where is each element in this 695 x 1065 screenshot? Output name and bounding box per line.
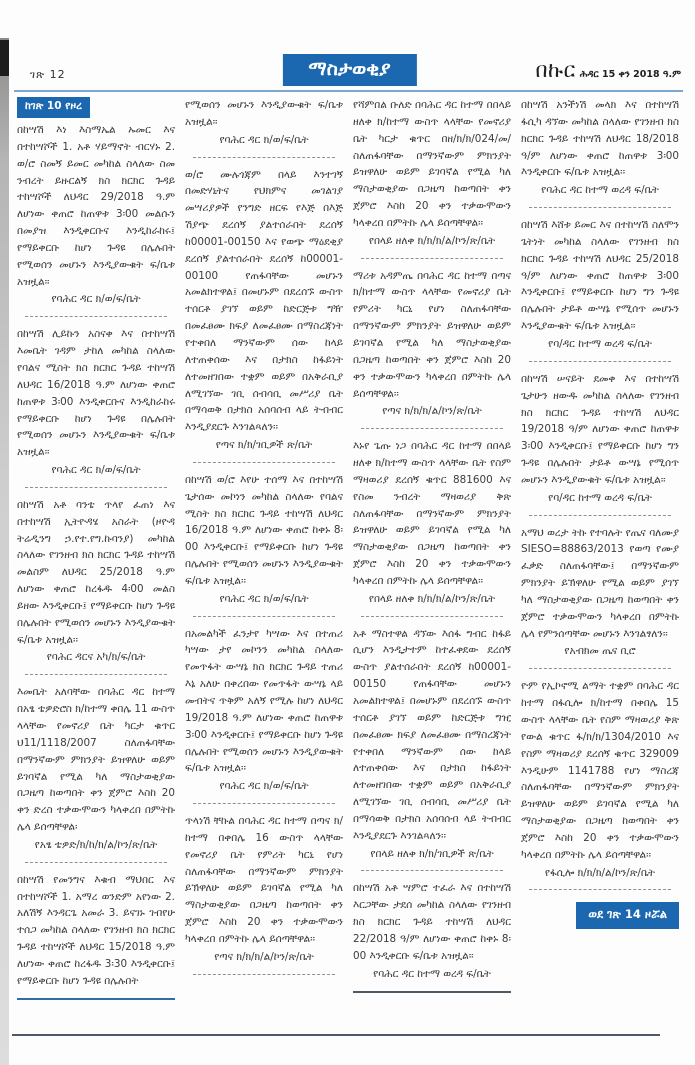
notice-signature: የባ/ዳር ከተማ ወረዳ ፍ/ቤት [548,337,652,350]
notice [17,497,175,666]
notice [521,97,679,199]
notice-body: በከሣሽ ሊይኩን አስናቀ እና በተከሣሽ እመቤት ገዳም ታከለ መካከል ስላለው የባልና ሚስት ክስ ክርክር ጉዳይ ተከሣሽ ለህዳር 16/2018 ዓ.ም ለሆነው ቀጠሮ ከጠዋቱ 3፡00 እንዲቀርቡና እንዲከራከሩ የማይቀርቡ ከሆነ ጉዳዩ በሌሉበት የሚወሰን መሆኑን እንዲያውቁት ፍ/ቤቱ አዝዟል፡፡ [17,328,175,459]
scan-edge [0,38,9,1065]
column-end-rule [353,991,511,993]
notice-signature: የባሕር ዳር ክ/ወ/ፍ/ቤት [219,780,309,793]
scan-corner-mark [0,40,9,76]
notice-divider [193,462,335,463]
notice [521,525,679,661]
notice-divider [193,616,335,617]
notice-divider [361,428,503,429]
notice-body: እመቤት አለባቸው በባሕር ዳር ከተማ በአፄ ቴዎድሮስ ክ/ከተማ ቀበሌ 11 ውስጥ ላላቸው የመኖሪያ ቤት ካርታ ቁጥር ህ11/1118/2007 ስለጠፋባቸው በማንኛውም ምክንያት ይዝዋለሁ ወይም ይገባኛል የሚል ካለ ማስታወቂያው በጋዜጣ ከወጣበት ቀን ጀምሮ እስከ 20 ቀን ድረስ ተቃውሞውን ካላቀረበ በምትኩ ሌላ ይሰጣቸዋል፡ [17,686,175,834]
notice [185,626,343,795]
notice-body: ወ/ሮ ሙሉጎጃም በላይ እንተገኝ በመድሃኒትና የህክምና መገልገያ መሣሪያዎች የንግድ ዘርፍ የእጅ በእጅ ሽያጭ ደረሰኝ ያልተሰራበት ደረሰኝ ከ00001-00150 እና የወጭ ማዕደቂያ ደረሰኝ ያልተሰራበት ደረሰኝ ከ00001-00100 የጠፋባቸው መሆኑን አመልክተዋል፤ በመሆኑም በደረሰኙ ውስጥ ተሰርቶ ያገኘ ወይም ከድርጅቱ ግዥ በመፈፀሙ ክፍያ ለመፈፀሙ በማስረጃነት የተቀበለ ማንኛውም ሰው ከላይ ለተጠቀሰው እና በታክስ ከፋይነት ለተመዘገበው ተቋም ወይም በአቅራቢያ ለሚገኘው ገቢ ሰብሳቢ መሥሪያ ቤት በማሳወቅ በታክስ አሰባሰብ ላይ ትብብር እንዲያደርጉ እንገልጻለን፡፡ [185,168,343,434]
column-4 [521,97,679,929]
notice-body: ማሪቱ አዳምጤ በባሕር ዳር ከተማ በጣና ክ/ከተማ ውስጥ ላላቸው የመኖሪያ ቤት የምሪት ካርኒ የሆነ ስለጠፋባቸው በማንኛውም ምክንያት ይዝዋለሁ ወይም ይገባኛል የሚል ካለ ማስታወቂያው በጋዜጣ ከወጣበት ቀን ጀምሮ እስከ 20 ቀን ተቃውሞውን ካላቀረበ በምትኩ ሌላ ይሰጣቸዋል፡፡ [353,269,511,400]
notice-divider [25,316,167,317]
notice [353,268,511,421]
notice-body: አማህ ወረታ ትኩ የተባሉት የጤና ባለሙያ SIESO=88863/2013 የወጣ የሙያ ፈቃድ ስለጠፋባቸው፤ በማንኛውም ምክንያት ይኽዋለሁ የሚል ወይም ያገኘ ካለ ማስታወቂያው በጋዜጣ ከወጣበት ቀን ጀምሮ ተቃውሞውን ካላቀረበ በምትኩ ሌላ የምንሰጣቸው መሆኑን እንገልፃለን፡፡ [521,526,679,640]
notice [521,371,679,507]
column-3 [353,97,511,993]
notice-body: በከሣሽ አቶ ባንቴ ጥላየ ፈጠነ እና በተከሣሽ ኢትዮዳሄ አስራት (ዞዮዳ ትሬዲንግ ኃ.የተ.የግ.ኩባንያ) መካከል ስላለው የገንዘብ ክስ ክርክር ጉዳይ ተከሣሽ መልስም ለህዳር 25/2018 ዓ.ም ለሆነው ቀጠሮ ከረፋዱ 4፡00 መልስ ይዘው እንዲቀርቡ፤ የማይቀርቡ ከሆነ ጉዳዩ በሌሉበት የሚወሰን መሆኑን እንዲያውቁት ፍ/ቤቱ አዝዟል፡፡ [17,498,175,646]
notice [185,97,343,149]
notice-divider [529,889,671,890]
notice [353,438,511,607]
notice-divider [25,674,167,675]
notice-signature: የባሕር ዳር ክ/ወ/ፍ/ቤት [51,293,141,306]
notice [353,880,511,982]
continued-to-badge: ወደ ገጽ 14 ዞሯል [576,902,679,929]
notice-signature: የባሕር ዳር ከተማ ወረዳ ፍ/ቤት [541,184,659,197]
notice-signature: የፋሲሎ ክ/ክ/ክ/ል/ኮን/ጽ/ቤት [544,866,656,879]
notice [185,472,343,608]
column-1 [17,97,175,1000]
notice-body: የሻምበል ቡለድ በባሕር ዳር ከተማ በበላይ ዘለቀ ክ/ከተማ ውስጥ ላላቸው የመኖሪያ ቤት ካርታ ቁጥር በዘ/ክ/ክ/024/መ/ስለጠፋባቸው በማንኛውም ምክንያት ይዝዋለሁ ወይም ይገባኛል የሚል ካለ ማስታወቂያው በጋዜጣ ከወጣበት ቀን ጀምሮ እስከ 20 ቀን ተቃውሞውን ካላቀረበ በምትኩ ሌላ ይሰጣቸዋል፡፡ [353,99,511,229]
notice-signature: የባሕር ዳር ክ/ወ/ፍ/ቤት [51,464,141,477]
section-title: ማስታወቂያ [282,54,416,86]
notice-divider [193,974,335,975]
notice [17,684,175,853]
notice-body: በከሣሽ አንችነሽ መላክ እና በተከሣሽ ፋሲካ ዳኘው መካከል ስላለው የገንዘብ ክስ ክርክር ጉዳይ ተከሣሽ ለህዳር 18/2018 ዓ/ም ለሆነው ቀጠሮ ከጠዋቱ 3፡00 እንዲቀርቡ ፍ/ቤቱ አዝዟል፡፡ [521,99,679,179]
notice-body: በከሣሽ ሠናይት ደመቀ እና በተከሣሽ ጌታሁን ዘውዱ መካከል ስላለው የገንዘብ ክስ ክርክር ጉዳይ ተከሣሽ ለህዳር 19/2018 ዓ/ም ለሆነው ቀጠሮ ከጠዋቱ 3፡00 እንዲቀርቡ፤ የማይቀርቡ ከሆነ ግን ጉዳዩ በሌሉበት ታይቶ ውሣኔ የሚሰጥ መሆኑን እንዲያውቁት ፍ/ቤቱ አዝዟል፡፡ [521,372,679,486]
notice-divider [25,862,167,863]
notice-body: አቶ ማስተዋል ዳኘው እሰፋ ግብር ከፋይ ሲሆን እንዲታተም ከተፈቀደው ደረሰኝ ውስጥ ያልተሰራበት ደረሰኝ ከ00001-00150 የጠፋባቸው መሆኑን አመልክተዋል፤ በመሆኑም በደረሰኙ ውስጥ ተሰርቶ ያገኘ ወይም ከድርጅቱ ግዢ በመፈፀሙ ክፍያ ለመፈፀሙ በማስረጃነት የተቀበለ ማንኛውም ሰው ከላይ ለተጠቀሰው እና በታክስ ከፋይነት ለተመዘገበው ተቋም ወይም በአቅራቢያ ለሚገኘው ገቢ ሰብሳቢ መሥሪያ ቤት በማሳወቅ በታክስ አሰባሰብ ላይ ትብብር እንዲያደርጉ እንገልጻለን፡፡ [353,627,511,842]
notice-body: በከሣሽ እነ እስማኤል ኡመር እና በተከሣሾች 1. አቶ ሃይማኖት ብርሃኑ 2. ወ/ሮ ስመኝ ይመር መካከል ስላለው ስመ ንብረት ይዙርልኝ ክስ ክርክር ጉዳይ ተከሣሾች ለህዳር 29/2018 ዓ.ም ለሆነው ቀጠሮ ከጠዋቱ 3፡00 መልሱን በመያዝ እንዲቀርቡና እንዲከራከሩ፤ የማይቀርቡ ከሆነ ጉዳዩ በሌሉበት የሚወሰን መሆኑን እንዲያውቁት ፍ/ቤቱ አዝዟል፡፡ [17,124,175,288]
issue-date: ሕዳር 15 ቀን 2018 ዓ.ም [579,69,681,80]
notice-signature: የአፄ ቴዎድ/ክ/ከ/ክ/ል/ኮን/ጽ/ቤት [34,838,158,851]
column-end-rule [17,998,175,1000]
notice-body: በከሣሽ የመንግና እቁብ ማህበር እና በተከሣሾች 1. አማረ ወንድም አየነው 2. አለሽኝ እንዳርጌ አመራ 3. ይናገኑ ገብየሁ ተሰጋ መካከል ስላለው የገንዘብ ክስ ክርክር ጉዳይ ተከሣሾች ለህዳር 15/2018 ዓ.ም ለሆነው ቀጠሮ ከረፋዱ 3፡30 እንዲቀርቡ፤ የማይቀርቡ ከሆነ ጉዳዩ በሌሉበት [17,873,175,987]
masthead [536,58,681,83]
notice-signature: የበላይ ዘለቀ ክ/ክ/ክ/ል/ኮን/ጽ/ቤት [368,234,496,247]
notice [17,122,175,308]
notice-divider [361,616,503,617]
notice-signature: የባሕር ዳር ከተማ ወረዳ ፍ/ቤት [373,967,491,980]
notice-signature: የአብክመ ጤና ቢሮ [564,645,636,658]
notice-body: በከሣሽ እሸቱ ይመር እና በተከሣሽ ስለሞን ጌትነት መካከል ስላለው የገንዘብ ክስ ክርክር ጉዳይ ተከሣሽ ለህዳር 25/2018 ዓ/ም ለሆነው ቀጠሮ ከጠዋቱ 3፡00 እንዲቀርቡ፤ የማይቀርቡ ከሆነ ግን ጉዳዩ በሌሉበት ታይቶ ውሣኔ የሚሰጥ መሆኑን እንዲያውቁት ፍ/ቤቱ አዝዟል፡፡ [521,219,679,333]
notice-divider [361,258,503,259]
notice-signature: የባሕር ዳርና አካ/ክ/ፍ/ቤት [46,651,146,664]
notice-body: የሚወሰን መሆኑን እንዲያውቁት ፍ/ቤቱ አዝዟል፡፡ [185,99,343,128]
notice [17,326,175,479]
notice [17,872,175,990]
notice [353,97,511,250]
notice-body: እኑየ ጌጡ ነጋ በባሕር ዳር ከተማ በበላይ ዘለቀ ክ/ከተማ ውስጥ ላላቸው ቤት የስም ማዛወሪያ ደረሰኝ ቁጥር 881600 እና የስመ ንብረት ማዛወሪያ ቅጽ ስለጠፋባቸው በማንኛውም ምክንያት ይዝዋለሁ ወይም ይገባኛል የሚል ካለ ማስታወቂያው በጋዜጣ ከወጣበት ቀን ጀምሮ እስከ 20 ቀን ተቃውሞውን ካላቀረበ በምትኩ ሌላ ይሰጣቸዋል፡፡ [353,440,511,587]
notice-signature: የባ/ዳር ከተማ ወረዳ ፍ/ቤት [548,491,652,504]
notice-signature: የበላይ ዘለቀ ክ/ክ/ክ/ል/ኮን/ጽ/ቤት [368,592,496,605]
notice-divider [193,803,335,804]
columns [17,97,685,1000]
notice-signature: የበላይ ዘለቀ ክ/ክ/ገቢዎች ጽ/ቤት [370,847,494,860]
notice-signature: የጣና ክ/ክ/ክ/ል/ኮን/ጽ/ቤት [214,950,314,963]
notice [185,167,343,454]
newspaper-name: በኩር [535,58,576,82]
notice-divider [529,207,671,208]
notice-body: ዮም የኢኮኖሚ ልማት ተቋም በባሕር ዳር ከተማ በፋሲሎ ክ/ከተማ በቀበሌ 15 ውስጥ ላላቸው ቤት የስም ማዛወሪያ ቅጽ የውል ቁጥር ፋ/ክ/ክ/1304/2010 እና የስም ማዛወሪያ ደረሰኝ ቁጥር 329009 እንዲሁም 1141788 የሆነ ማስረጃ ስለጠፋባቸው በማንኛውም ምክንያት ይዝዋለሁ ወይም ይገባኛል የሚል ካለ ማስታወቂያው በጋዜጣ ከወጣበት ቀን ጀምሮ እስከ 20 ቀን ተቃውሞውን ካላቀረበ በምትኩ ሌላ ይሰጣቸዋል፡፡ [521,680,679,861]
notice-body: በአመልካች ፈንታየ ካሣው እና በተጠሪ ካሣው ታየ መኮንን መካከል ስላለው የመጥፋት ውሣኔ ክስ ክርክር ጉዳይ ተጠሪ እኔ አለሁ በቀረበው የመጥፋት ውሣኔ ላይ መብትና ጥቅም አለኝ የሚሉ ከሆነ ለህዳር 19/2018 ዓ.ም ለሆነው ቀጠሮ ከጠዋቱ 3፡00 እንዲቀርቡ፤ የማይቀርቡ ከሆነ ጉዳዩ በሌሉበት የሚወሰን መሆኑን እንዲያውቁት ፍ/ቤቱ አዝዟል፡፡ [185,627,343,775]
notice-divider [529,361,671,362]
notice [521,217,679,353]
notice [521,678,679,881]
page-header [16,46,683,86]
notice-divider [193,157,335,158]
notice-divider [361,870,503,871]
notice [185,813,343,966]
notice-signature: የባሕር ዳር ክ/ወ/ፍ/ቤት [219,133,309,146]
notice-body: በከሣሽ አቶ ሣምሮ ተፈራ እና በተከሣሽ እርጋቸው ታደሰ መካከል ስላለው የገንዘብ ክስ ክርክር ጉዳይ ተከሣሽ ለህዳር 22/2018 ዓ/ም ለሆነው ቀጠሮ ከቀኑ 8፡00 እንዲቀርቡ ፍ/ቤቱ አዝዟል፡፡ [353,882,511,962]
page-number-label: ገጽ 12 [30,68,66,81]
column-2 [185,97,343,984]
notice-divider [529,668,671,669]
page-bottom-rule [12,1034,660,1036]
notice-signature: የጣና ክ/ክ/ገቢዎች ጽ/ቤት [215,439,313,452]
notice [353,626,511,863]
continued-from-badge: ከገጽ 10 የዞረ [17,97,90,118]
notice-divider [25,487,167,488]
notice-divider [529,515,671,516]
notice-body: በከሣሽ ወ/ሮ እየሁ ተሰማ እና በተከሣሽ ጌታሰው መኮነን መካከል ስላለው የባልና ሚስት ክስ ክርክር ጉዳይ ተከሣሽ ለህዳር 16/2018 ዓ.ም ለሆነው ቀጠሮ ከቀኑ 8፡00 እንዲቀርቡ፤ የማይቀርቡ ከሆነ ጉዳዩ በሌሉበት የሚወሰን መሆኑን እንዲያውቁት ፍ/ቤቱ አዝዟል፡፡ [185,473,343,587]
notice-signature: የጣና ክ/ክ/ክ/ል/ኮን/ጽ/ቤት [382,405,482,418]
notice-body: ጥላነሽ ቸኩል በባሕር ዳር ከተማ በጣና ክ/ከተማ በቀበሌ 16 ውስጥ ላላቸው የመኖሪያ ቤት የምሪት ካርኒ የሆነ ስለጠፋባቸው በማንኛውም ምክንያት ይኽዋለሁ ወይም ይገባኛል የሚል ካለ ማስታወቂያው በጋዜጣ ከወጣበት ቀን ጀምሮ እስከ 20 ቀን ተቃውሞውን ካላቀረበ በምትኩ ሌላ ይሰጣቸዋል፡፡ [185,815,343,945]
header-rule [14,90,683,92]
notice-signature: የባሕር ዳር ክ/ወ/ፍ/ቤት [219,592,309,605]
